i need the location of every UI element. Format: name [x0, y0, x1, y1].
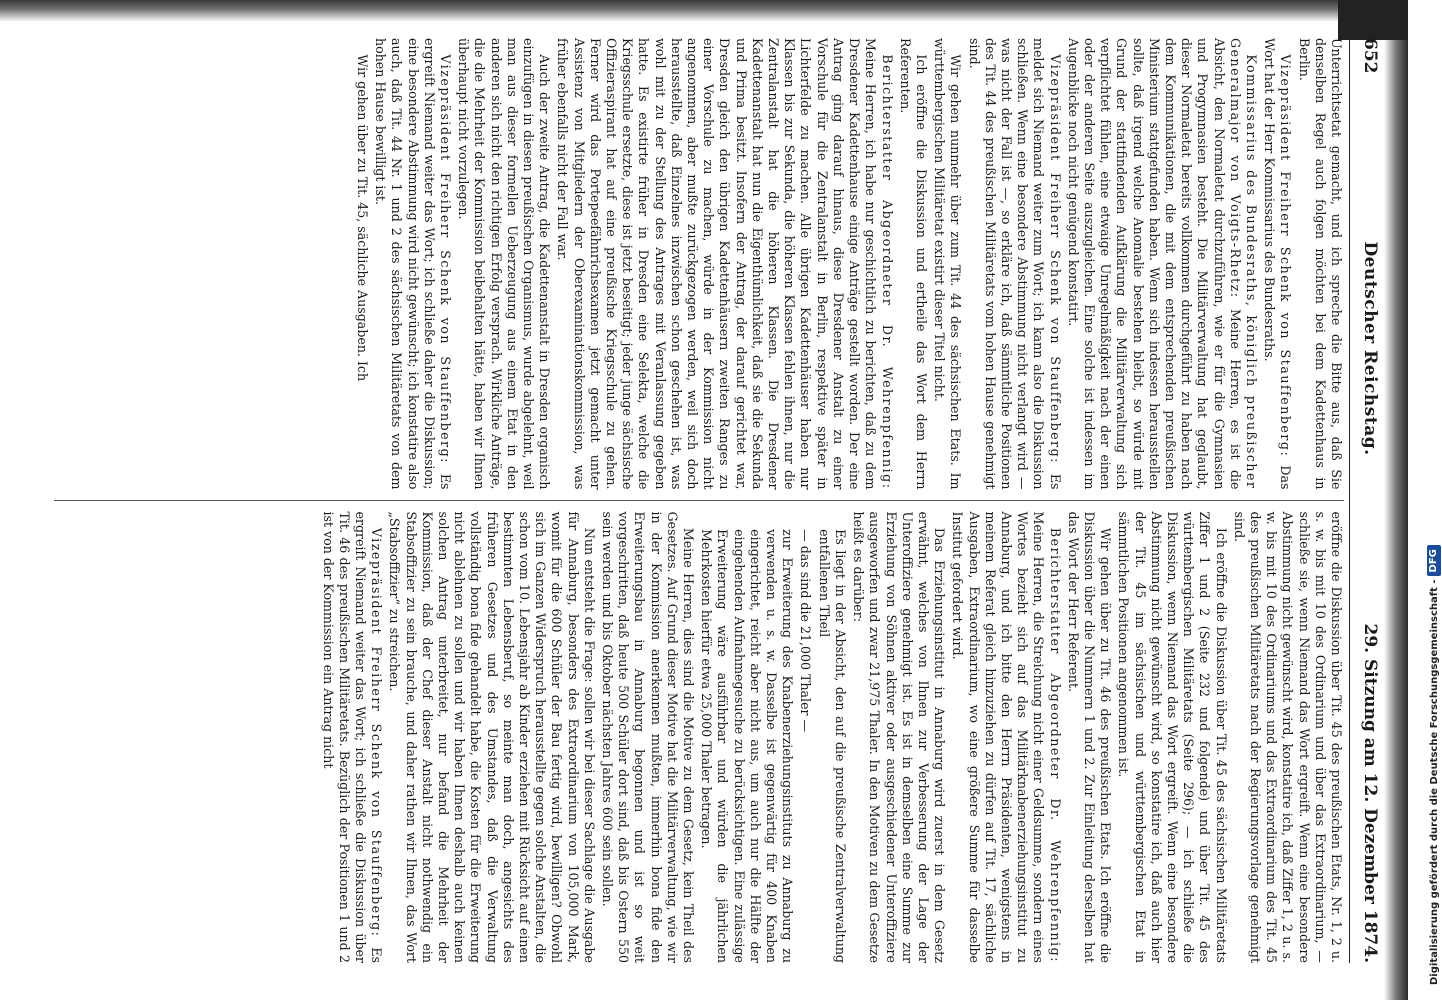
scan-corner [1338, 0, 1408, 40]
paragraph [850, 512, 947, 964]
page-header [1349, 38, 1390, 963]
paragraph [797, 512, 813, 964]
text-column-right [54, 512, 1344, 964]
speaker-name: Vizepräsident Freiherr Schenk von Stauffenberg: [369, 527, 385, 938]
paragraph [1065, 38, 1259, 490]
funding-note: Digitalisierung gefördert durch die Deutsche Forschungsgemeinschaft - [1428, 579, 1440, 985]
paragraph [319, 512, 384, 964]
paragraph-text: Wir gehen über zu Tit. 46 des preußischen Etats. Ich eröffne die Diskussion über die Nummern 1 und 2. Zur Einleitung derselben hat das Wort der Herr Referent. [1065, 511, 1114, 963]
paragraph [816, 512, 848, 964]
paragraph [965, 38, 1062, 490]
speaker-name: Berichterstatter Abgeordneter Dr. Wehrenpfennig: [1047, 527, 1063, 963]
paragraph [372, 38, 453, 490]
paragraph-text: Das Wort hat der Herr Kommissarius des Bundesraths. [1262, 38, 1294, 490]
publication-title: Deutscher Reichstag. [1360, 241, 1380, 456]
paragraph-text: zur Erweiterung des Knabenerziehungsinstituts zu Annaburg zu verwenden u. s. w. Dasselbe ist gegenwärtig für 400 Knaben eingerichtet, reicht aber nicht aus, um auch nur die Hälfte der eingehenden Aufnahmegesuche zu berücksichtigen. Eine zulässige Erweiterung wäre ausführbar und würden die jährlichen Mehrkosten hierfür etwa 25,000 Thaler betragen. [699, 529, 796, 963]
speaker-name: Vizepräsident Freiherr Schenk von Stauffenberg: [1278, 54, 1294, 458]
paragraph [897, 38, 929, 490]
paragraph [1065, 512, 1114, 964]
funding-sidebar [1408, 0, 1440, 1000]
paragraph-text: Wir gehen nunmehr über zum Tit. 44 des sächsischen Etats. Im württembergischen Militäretat existirt dieser Titel nicht. [932, 38, 964, 490]
paragraph-text: eröffne die Diskussion über Tit. 45 des preußischen Etats, Nr. 1, 2 u. s. w. bis mit 10 des Ordinarium und über das Extraordinarium, — schließe sie, wenn Niemand das Wort ergreift. Wenn eine besondere Abstimmung nicht gewünscht wird, konstatire ich, daß Ziffer 1, 2 u. s. w. bis mit 10 des Ordinariums und das Extraordinarium des Tit. 45 des preußischen Militäretats nach der Regierungsvorlage genehmigt sind. [1231, 511, 1344, 963]
paragraph-text: Es meldet sich Niemand weiter zum Wort; ich kann also die Diskussion schließen. Wenn eine besondere Abstimmung nicht verlangt wird — was nicht der Fall ist —, so erkläre ich, daß sämmtliche Positionen des Tit. 44 des preußischen Militäretats vom hohen Hause genehmigt sind. [966, 38, 1063, 490]
paragraph [931, 38, 963, 490]
paragraph-text: Auch der zweite Antrag, die Kadettenanstalt in Dresden organisch einzufügen in diesen preußischen Organismus, wurde abgelehnt, weil man aus dieser formellen Ueberzeugung aus einem Etat in den anderen sich nicht den richtigen Erfolg versprach. Wirkliche Anträge, die die Mehrheit der Kommission beibehalten hätte, haben wir Ihnen überhaupt nicht vorzulegen. [456, 38, 553, 490]
paragraph-text: Meine Herren, dies sind die Motive zu dem Gesetz, kein Theil des Gesetzes. Auf Grund dieser Motive hat die Militärverwaltung, wie wir in der Kommission anerkennen mußten, immerhin bona fide den Erweiterungsbau in Annaburg begonnen und ist so weit vorgeschritten, daß heute 500 Schüler dort sind, daß bis Ostern 550 sein werden und bis Oktober nächsten Jahres 600 sein sollen. [600, 511, 697, 963]
paragraph-text: Es ergreift Niemand weiter das Wort; ich schließe die Diskussion über Tit. 46 des preußischen Militäretats. Bezüglich der Positionen 1 und 2 ist von der Kommission ein Antrag nicht [320, 511, 385, 963]
scan-shadow-top [0, 0, 1408, 22]
paragraph [949, 512, 1062, 964]
paragraph [698, 512, 795, 964]
paragraph [599, 512, 696, 964]
funding-note-row [1426, 0, 1442, 985]
paragraph-text: Es ergreift Niemand weiter das Wort; ich schließe daher die Diskussion; eine besondere Abstimmung wird nicht gewünscht; ich konstatire also auch, daß Tit. 44 Nr. 1 und 2 des sächsischen Militäretats von dem hohen Hause bewilligt ist. [373, 38, 454, 490]
paragraph [554, 38, 894, 490]
paragraph [1261, 38, 1293, 490]
speaker-name: Kommissarius des Bundesraths, königlich preußischer Generalmajor von Voigts-Rhetz: [1227, 38, 1259, 490]
paragraph-text: Das Erziehungsinstitut in Annaburg wird zuerst in dem Gesetz erwähnt, welches von Ihnen zur Verbesserung der Lage der Unteroffiziere genehmigt ist. Es ist in demselben eine Summe zur Erziehung von Söhnen aktiver oder ausgeschiedener Unteroffiziere ausgeworfen und zwar 21,975 Thaler. In den Motiven zu dem Gesetze heißt es darüber: [851, 511, 948, 963]
dfg-logo: DFG [1427, 545, 1441, 576]
paragraph-text: Ich eröffne die Diskussion und ertheile das Wort dem Herrn Referenten. [897, 38, 929, 490]
paragraph-text: Nun entsteht die Frage: sollen wir bei dieser Sachlage die Ausgabe für Annaburg, besonders des Extraordinarium von 105,000 Mark, womit für die 600 Schüler der Bau fertig wird, bewilligen? Obwohl sich im Ganzen Widerspruch herausstellte gegen solche Anstalten, die schon vom 10. Lebensjahr ab Kinder erziehen mit Rücksicht auf einen bestimmten Lebensberuf, so meinte man doch, angesichts des früheren Gesetzes und des Umstandes, daß die Verwaltung vollständig bona fide gehandelt habe, die Kosten für die Erweiterung nicht ablehnen zu sollen und wir haben Ihnen deshalb auch keinen solchen Antrag unterbreitet, nur befand die Mehrheit der Kommission, daß der Chef dieser Anstalt nicht nothwendig ein Stabsoffizier zu sein brauche, und daher rathen wir Ihnen, das Wort „Stabsoffizier“ zu streichen. [387, 511, 597, 963]
paragraph-text: Es liegt in der Absicht, den auf die preußische Zentralverwaltung entfallenen Theil [816, 529, 848, 963]
paragraph [386, 512, 597, 964]
paragraph [1295, 38, 1344, 490]
paragraph-text: Meine Herren, ich habe nur geschichtlich zu berichten, daß zu dem Dresdener Kadettenhause einige Anträge gestellt worden. Der eine Antrag ging darauf hinaus, diese Dresdener Anstalt zu einer Vorschule für die Zentralanstalt in Berlin, respektive später in Lichterfelde zu machen. Alle übrigen Kadettenhäuser haben nur Klassen bis zur Sekunda, die höheren Klassen fehlen ihnen, nur die Zentralanstalt hat die höheren Klassen. Die Dresdener Kadettenanstalt hat nun die Eigenthümlichkeit, daß sie die Sekunda und Prima besitzt. Insofern der Antrag, der darauf gerichtet war, Dresden gleich den übrigen Kadettenhäusern zweiten Ranges zu einer Vorschule zu machen, würde in der Kommission nicht angenommen, aber mußte zurückgezogen werden, weil sich doch herausstellte, daß Einzelnes inzwischen schon geschehen ist, was wohl mit zu der Stellung des Antrages mit Veranlassung gegeben hatte. Es existirte früher in Dresden eine Selekta, welche die Kriegsschule ersetzte, diese ist jetzt beseitigt; jeder junge sächsische Offizieraspirant hat auf eine preußische Kriegsschule zu gehen. Ferner wird das Portepeefähnrichsexamen jetzt gemacht unter Assistenz von Mitgliedern der Oberexaminationskommission, was früher ebenfalls nicht der Fall war. [555, 38, 879, 490]
text-column-left [54, 38, 1344, 490]
paragraph [455, 38, 552, 490]
speaker-name: Vizepräsident Freiherr Schenk von Stauffenberg: [438, 54, 454, 464]
paragraph-text: Ich eröffne die Diskussion über Tit. 45 des sächsischen Militäretats Ziffer 1 und 2 (Seite 232 und folgende) und über Tit. 45 des württembergischen Militäretats (Seite 296); — ich schließe die Diskussion, wenn Niemand das Wort ergreift. Wenn eine besondere Abstimmung nicht gewünscht wird, so konstatire ich, daß auch hier der Tit. 45 im sächsischen und württembergischen Etat in sämmtlichen Positionen angenommen ist. [1116, 511, 1229, 963]
speaker-name: Berichterstatter Abgeordneter Dr. Wehrenpfennig: [879, 54, 895, 490]
text-columns [54, 38, 1344, 963]
rotated-page [40, 38, 1390, 963]
speaker-name: Vizepräsident Freiherr Schenk von Stauffenberg: [1047, 54, 1063, 464]
paragraph-text: Meine Herren, die Streichung nicht einer Geldsumme, sondern eines Wortes bezieht sich auf das Militärknabenerziehungsinstitut zu Annaburg, und ich bitte den Herrn Präsidenten, wenigstens in meinem Referat gleich hinzuziehen zu dürfen auf Tit. 17, sächliche Ausgaben, Extraordinarium, wo eine größere Summe für dasselbe Institut gefordert wird. [950, 511, 1047, 963]
paragraph [1231, 512, 1344, 964]
paragraph [1115, 512, 1228, 964]
paragraph [354, 38, 370, 490]
session-date: 29. Sitzung am 12. Dezember 1874. [1360, 623, 1380, 963]
paragraph-text: Wir gehen über zu Tit. 45, sächliche Ausgaben. Ich [355, 54, 371, 382]
page-number: 652 [1360, 38, 1380, 74]
paragraph-text: Meine Herren, es ist die Absicht, den Normaletat durchzuführen, wie er für die Gymnasien und Progymnasien besteht. Die Militärverwaltung hat geglaubt, dieser Normaletat bereits vollkommen durchgeführt zu haben nach dem Kommunikationen, die mit dem entsprechenden preußischen Ministerium stattgefunden haben. Wenn sich indessen herausstellen sollte, daß irgend welche Anomalie bestehen bleibt, so würde mit Grund der stattfindenden Aufklärung die Militärverwaltung sich verpflichtet fühlen, eine etwaige Unregelmäßigkeit nach der einen oder der anderen Seite auszugleichen. Eine solche ist indessen im Augenblicke noch nicht genügend konstatirt. [1065, 38, 1243, 490]
paragraph-text: — das sind die 21,000 Thaler — [798, 529, 814, 733]
paragraph-text: Unterrichtsetat gemacht, und ich spreche die Bitte aus, daß Sie denselben Regel auch folgen möchten bei dem Kadettenhaus in Berlin. [1296, 38, 1344, 490]
